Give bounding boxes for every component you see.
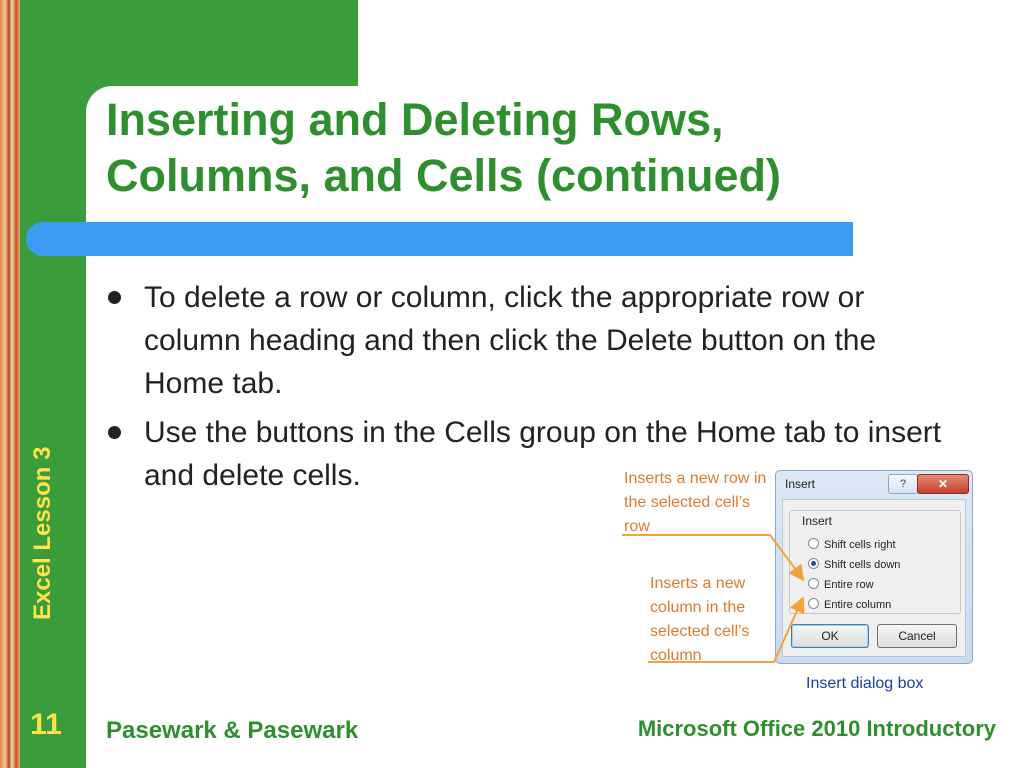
footer-author: Pasewark & Pasewark	[106, 717, 359, 744]
arrow-to-entire-column	[648, 600, 802, 662]
option-entire-column[interactable]	[808, 597, 891, 613]
green-side-bar	[20, 0, 86, 768]
cancel-button[interactable]: Cancel	[877, 624, 957, 648]
bullet-dot-icon	[108, 426, 121, 439]
option-shift-cells-down[interactable]	[808, 557, 900, 573]
option-label: Entire column	[824, 599, 892, 611]
bullet-list	[108, 276, 948, 503]
slide-title	[106, 92, 966, 204]
insert-group-box	[789, 510, 961, 614]
page-number: 11	[30, 708, 62, 741]
option-shift-cells-right[interactable]	[808, 537, 896, 553]
bullet-text: To delete a row or column, click the appropriate row or column heading and then click the Delete button on the Home tab.	[144, 281, 877, 400]
option-entire-row[interactable]	[808, 577, 874, 593]
lesson-label: Excel Lesson 3	[29, 446, 56, 620]
option-label: Shift cells down	[824, 559, 901, 571]
help-icon[interactable]: ?	[888, 474, 918, 494]
bullet-dot-icon	[108, 291, 121, 304]
callout-entire-column: Inserts a new column in the selected cell’s column	[650, 575, 750, 664]
decorative-stripe	[0, 0, 20, 768]
title-underline-bar	[26, 222, 853, 256]
dialog-title: Insert	[785, 477, 816, 491]
close-icon[interactable]: ✕	[917, 474, 969, 494]
footer-course: Microsoft Office 2010 Introductory	[637, 716, 996, 741]
arrow-to-entire-row	[622, 535, 802, 578]
ok-button[interactable]: OK	[791, 624, 869, 648]
title-line-1: Inserting and Deleting Rows,	[106, 94, 724, 145]
group-label: Insert	[802, 514, 833, 528]
figure-caption: Insert dialog box	[806, 675, 924, 692]
option-label: Entire row	[824, 579, 874, 591]
bullet-item	[108, 276, 948, 405]
bullet-text: Use the buttons in the Cells group on the Home tab to insert and delete cells.	[144, 416, 942, 492]
callout-arrows	[600, 470, 810, 670]
option-label: Shift cells right	[824, 539, 896, 551]
title-line-2: Columns, and Cells (continued)	[106, 150, 782, 201]
callout-entire-row: Inserts a new row in the selected cell’s row	[624, 470, 767, 535]
